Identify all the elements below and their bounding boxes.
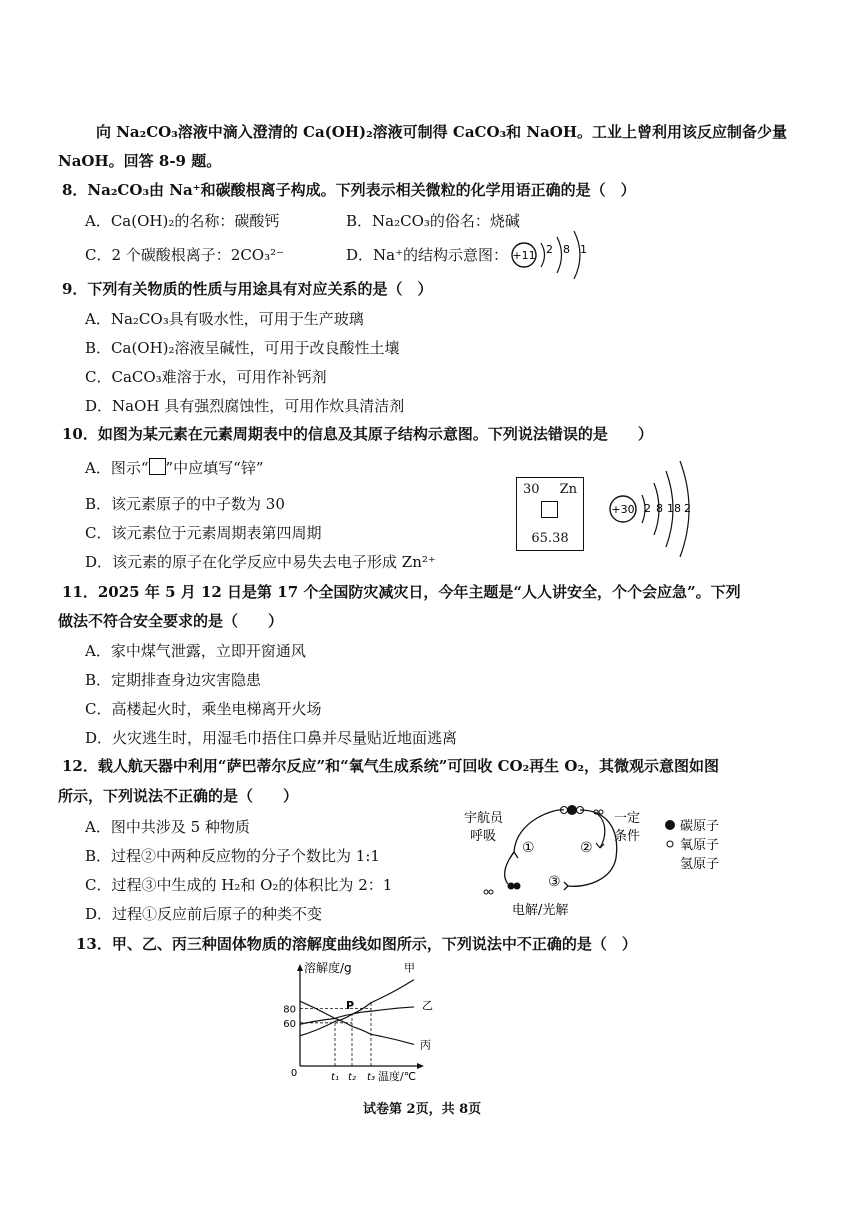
q10-option-c: C．该元素位于元素周期表第四周期 xyxy=(85,524,322,542)
na-ion-structure-diagram xyxy=(508,225,598,285)
y-tick-label-60: 60 xyxy=(283,1018,296,1030)
q12-cycle-diagram xyxy=(456,800,756,920)
zn-nucleus-label: +30 xyxy=(611,503,635,516)
element-symbol: Zn xyxy=(559,482,577,497)
electrolysis-label: 电解/光解 xyxy=(512,903,569,918)
q11-stem-line-1: 11．2025 年 5 月 12 日是第 17 个全国防灾减灾日，今年主题是“人人讲安全，个个会应急”。下列 xyxy=(62,583,741,601)
q8-option-a: A．Ca(OH)₂的名称：碳酸钙 xyxy=(85,212,280,230)
na-shell-arc-2 xyxy=(557,237,562,273)
q10-option-d: D．该元素的原子在化学反应中易失去电子形成 Zn²⁺ xyxy=(85,553,436,571)
o2-atom-a-icon xyxy=(508,883,515,890)
q13-stem: 13．甲、乙、丙三种固体物质的溶解度曲线如图所示，下列说法中不正确的是（ ） xyxy=(76,935,637,953)
zn-shell-2-count: 8 xyxy=(656,502,663,515)
q10-option-a xyxy=(85,458,264,478)
legend-oxygen-label: 氧原子 xyxy=(680,838,720,853)
na-shell-arc-1 xyxy=(541,243,545,267)
na-nucleus-label: +11 xyxy=(512,249,536,262)
q11-option-c: C．高楼起火时，乘坐电梯离开火场 xyxy=(85,700,322,718)
intro-line-1: 向 Na₂CO₃溶液中滴入澄清的 Ca(OH)₂溶液可制得 CaCO₃和 NaOH。工业上曾利用该反应制备少量 xyxy=(96,123,788,141)
na-shell-2-count: 8 xyxy=(563,243,570,256)
x-axis-arrow xyxy=(417,1063,424,1069)
q10-option-a-pre: A．图示“ xyxy=(85,459,149,477)
x-axis-label: 温度/℃ xyxy=(378,1070,417,1083)
q11-option-b: B．定期排查身边灾害隐患 xyxy=(85,671,262,689)
cycle-arrow-head-bottom xyxy=(564,882,568,890)
condition-label-1: 一定 xyxy=(614,811,641,826)
series-label-2: 乙 xyxy=(422,998,433,1012)
na-shell-1-count: 2 xyxy=(546,243,553,256)
blank-box xyxy=(149,458,166,475)
co2-carbon-icon xyxy=(567,805,577,815)
periodic-cell xyxy=(516,477,584,551)
intro-line-2: NaOH。回答 8-9 题。 xyxy=(58,152,222,170)
o2-atom-b-icon xyxy=(514,883,521,890)
x-tick-label-1: t₁ xyxy=(331,1072,339,1083)
q11-stem-line-2: 做法不符合安全要求的是（ ） xyxy=(58,612,284,630)
legend-oxygen-icon xyxy=(667,841,673,847)
q9-option-d: D．NaOH 具有强烈腐蚀性，可用作炊具清洁剂 xyxy=(85,397,405,415)
element-name-blank-box xyxy=(541,501,558,518)
zn-shell-4-count: 2 xyxy=(684,502,691,515)
page-footer: 试卷第 2页，共 8页 xyxy=(363,1102,482,1117)
y-axis-arrow xyxy=(297,964,303,971)
q9-option-a: A．Na₂CO₃具有吸水性，可用于生产玻璃 xyxy=(85,310,364,328)
solubility-chart xyxy=(278,958,433,1088)
q8-option-d: D．Na⁺的结构示意图： xyxy=(346,246,509,264)
q10-option-b: B．该元素原子的中子数为 30 xyxy=(85,495,285,513)
zn-shell-3-count: 18 xyxy=(667,502,681,515)
legend-carbon-icon xyxy=(665,820,675,830)
zn-shell-1-count: 2 xyxy=(644,502,651,515)
q11-option-a: A．家中煤气泄露，立即开窗通风 xyxy=(85,642,306,660)
step-3-label: ③ xyxy=(548,874,561,890)
q10-stem: 10．如图为某元素在元素周期表中的信息及其原子结构示意图。下列说法错误的是 ） xyxy=(62,425,653,443)
cycle-arc-bottom-left xyxy=(505,852,514,884)
legend-carbon-label: 碳原子 xyxy=(680,819,720,834)
q8-stem: 8．Na₂CO₃由 Na⁺和碳酸根离子构成。下列表示相关微粒的化学用语正确的是（ ） xyxy=(62,181,636,199)
q12-stem-line-2: 所示，下列说法不正确的是（ ） xyxy=(58,787,299,805)
astronaut-label-1: 宇航员 xyxy=(464,811,504,826)
condition-label-2: 条件 xyxy=(614,829,641,844)
q12-option-c: C．过程③中生成的 H₂和 O₂的体积比为 2：1 xyxy=(85,876,393,894)
point-p-label: P xyxy=(346,999,355,1013)
legend-hydrogen-label: 氢原子 xyxy=(680,857,720,872)
chart-marks xyxy=(283,962,433,1083)
y-axis-label: 溶解度/g xyxy=(304,961,352,975)
series-label-3: 丙 xyxy=(420,1038,431,1052)
x-tick-label-2: t₂ xyxy=(348,1072,356,1083)
q12-option-d: D．过程①反应前后原子的种类不变 xyxy=(85,905,323,923)
astronaut-label-2: 呼吸 xyxy=(470,829,497,844)
q9-option-c: C．CaCO₃难溶于水，可用作补钙剂 xyxy=(85,368,327,386)
atomic-number: 30 xyxy=(523,482,540,497)
na-shell-3-count: 1 xyxy=(580,243,587,256)
q12-option-b: B．过程②中两种反应物的分子个数比为 1:1 xyxy=(85,847,380,865)
step-1-label: ① xyxy=(522,840,535,856)
h2-atom-b-icon xyxy=(599,810,603,814)
q8-option-c: C．2 个碳酸根离子：2CO₃²⁻ xyxy=(85,246,285,264)
q12-option-a: A．图中共涉及 5 种物质 xyxy=(85,818,250,836)
q9-stem: 9．下列有关物质的性质与用途具有对应关系的是（ ） xyxy=(62,280,433,298)
series-label-1: 甲 xyxy=(404,961,415,975)
q10-option-a-post: ”中应填写“锌” xyxy=(165,459,264,477)
step-2-label: ② xyxy=(580,840,593,856)
h2-product-atom-b-icon xyxy=(489,890,493,894)
q8-option-b: B．Na₂CO₃的俗名：烧碱 xyxy=(346,212,520,230)
x-tick-label-3: t₃ xyxy=(367,1072,375,1083)
q11-option-d: D．火灾逃生时，用湿毛巾捂住口鼻并尽量贴近地面逃离 xyxy=(85,729,458,747)
h2-product-atom-a-icon xyxy=(484,890,488,894)
zn-atom-structure-diagram xyxy=(606,455,718,565)
q9-option-b: B．Ca(OH)₂溶液呈碱性，可用于改良酸性土壤 xyxy=(85,339,400,357)
h2-input-arrow-head xyxy=(596,843,604,848)
q12-stem-line-1: 12．载人航天器中利用“萨巴蒂尔反应”和“氧气生成系统”可回收 CO₂再生 O₂，其微观示意图如图 xyxy=(62,757,720,775)
origin-label: 0 xyxy=(290,1068,298,1079)
y-tick-label-80: 80 xyxy=(283,1004,296,1016)
atomic-mass: 65.38 xyxy=(531,531,569,546)
